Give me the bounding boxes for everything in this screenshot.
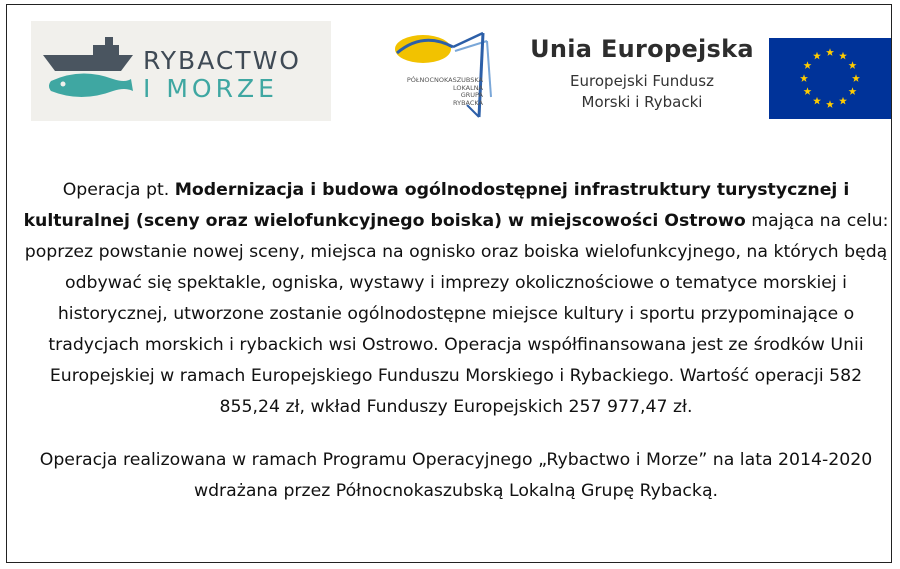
- eu-star: [813, 52, 821, 60]
- poster-frame: [6, 4, 892, 563]
- eu-fund-label: [522, 35, 762, 113]
- eu-star: [826, 48, 834, 56]
- operation-description: [21, 175, 891, 507]
- intro-text: Operacja pt.: [62, 180, 170, 200]
- eu-star: [813, 97, 821, 105]
- operation-title: Modernizacja i budowa ogólnodostępnej infrastruktury turystycznej i kulturalnej (sceny oraz wielofunkcyjnego boiska) w miejscowości Ostrowo: [23, 180, 850, 231]
- program-paragraph: Operacja realizowana w ramach Programu Operacyjnego „Rybactwo i Morze” na lata 2014-2020 wdrażana przez Północnokaszubską Lokalną Grupę Rybacką.: [39, 450, 873, 501]
- lgr-logo-text: PÓŁNOCNOKASZUBSKA LOKALNA GRUPA RYBACKA: [406, 76, 483, 107]
- operation-paragraph: [21, 175, 891, 423]
- eu-star: [849, 61, 857, 69]
- operation-goal-text: mająca na celu: poprzez powstanie nowej sceny, miejsca na ognisko oraz boiska wielofunkcyjnego, na których będą odbywać się spektakle, ogniska, wystawy i imprezy okolicznościowe o tematyce morskiej i historycznej, utworzone zostanie ogólnodostępne miejsce kultury i sportu przypominające o tradycjach morskich i rybackich wsi Ostrowo. Operacja współfinansowana jest ze środków Unii Europejskiej w ramach Europejskiego Funduszu Morskiego i Rybackiego.: [24, 211, 889, 386]
- eu-star: [852, 74, 860, 82]
- eu-star: [800, 74, 808, 82]
- eu-star: [839, 97, 847, 105]
- lgr-logo: [383, 27, 503, 123]
- eu-subtitle-2: Morski i Rybacki: [581, 93, 703, 111]
- rybactwo-logo-text: RYBACTWO I MORZE: [143, 46, 301, 103]
- rybactwo-i-morze-logo: [31, 21, 331, 121]
- eu-subtitle-1: Europejski Fundusz: [570, 72, 714, 90]
- fish-boat-icon: [41, 33, 141, 109]
- operation-value-text: Wartość operacji 582 855,24 zł, wkład Funduszy Europejskich 257 977,47 zł.: [219, 366, 863, 417]
- eu-star: [803, 87, 811, 95]
- eu-star: [849, 87, 857, 95]
- eu-stars-icon: [769, 38, 891, 119]
- eu-flag: [769, 38, 891, 119]
- eu-star: [826, 100, 834, 108]
- lgr-fish-icon: [383, 27, 503, 123]
- eu-star: [803, 61, 811, 69]
- eu-title: Unia Europejska: [530, 35, 754, 63]
- eu-star: [839, 52, 847, 60]
